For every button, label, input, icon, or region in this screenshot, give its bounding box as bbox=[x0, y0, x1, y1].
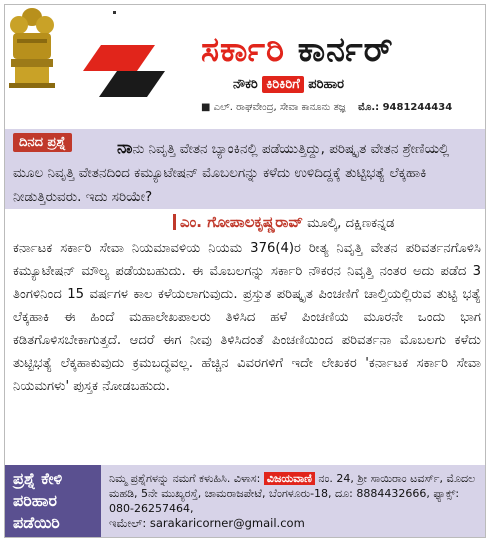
asker-line bbox=[173, 213, 394, 231]
newspaper-brand: ವಿಜಯವಾಣಿ bbox=[264, 472, 315, 485]
address-pre: ನಿಮ್ಮ ಪ್ರಶ್ನೆಗಳನ್ನು ನಮಗೆ ಕಳುಹಿಸಿ. ವಿಳಾಸ: bbox=[109, 472, 261, 485]
answer-text: ಕರ್ನಾಟಕ ಸರ್ಕಾರಿ ಸೇವಾ ನಿಯಮಾವಳಿಯ ನಿಯಮ 376(4)ರ ರೀತ್ಯ ನಿವೃತ್ತಿ ವೇತನ ಪರಿವರ್ತನಗೊಳಿಸಿ ಕಮ್ಯೂಟೇಷನ್ ಮೌಲ್ಯ ಪಡೆಯಬಹುದು. ಈ ಮೊಬಲಗನ್ನು ಸರ್ಕಾರಿ ನೌಕರನ ನಿವೃತ್ತಿ ನಂತರ ಅದು ಪಡೆದ 3 ತಿಂಗಳಿನಿಂದ 15 ವರ್ಷಗಳ ಕಾಲ ಕಳೆಯಲಾಗುವುದು. ಪ್ರಸ್ತುತ ಪರಿಷ್ಕೃತ ಪಿಂಚಣಿಗೆ ಚಾಲ್ತಿಯಲ್ಲಿರುವ ತುಟ್ಟಿ ಭತ್ಯೆ ಲೆಕ್ಕಹಾಕಿ ಈ ಹಿಂದೆ ಮಹಾಲೇಖಪಾಲರು ತಿಳಿಸಿದ ಹಳೆ ಪಿಂಚಣಿಯ ಮೂರನೇ ಒಂದು ಭಾಗ ಕಡಿತಗೊಳಿಸಬೇಕಾಗುತ್ತದೆ. ಆದರೆ ಈಗ ನೀವು ತಿಳಿಸಿದಂತೆ ಪಿಂಚಣಿಯಿಂದ ಪರಿವರ್ತನಾ ಮೊಬಲಗು ಕಳೆದು ತುಟ್ಟಿಭತ್ಯೆ ಲೆಕ್ಕಹಾಕುವುದು ಕ್ರಮಬದ್ಧವಲ್ಲ. ಹೆಚ್ಚಿನ ವಿವರಗಳಿಗೆ ಇದೇ ಲೇಖಕರ 'ಕರ್ನಾಟಕ ಸರ್ಕಾರಿ ಸೇವಾ ನಿಯಮಗಳು' ಪುಸ್ತಕ ನೋಡಬಹುದು. bbox=[13, 241, 481, 394]
ask-question-badge bbox=[5, 465, 101, 537]
question-box bbox=[5, 129, 485, 209]
tagline-suffix: ಪರಿಹಾರ bbox=[308, 77, 344, 92]
question-body: ನು ನಿವೃತ್ತಿ ವೇತನ ಬ್ಯಾಂಕಿನಲ್ಲಿ ಪಡೆಯುತ್ತಿದ್ದು, ಪರಿಷ್ಕೃತ ವೇತನ ಶ್ರೇಣಿಯಲ್ಲಿ ಮೂಲ ನಿವೃತ್ತಿ ವೇತನದಿಂದ ಕಮ್ಯೂಟೇಷನ್ ಮೊಬಲಗನ್ನು ಕಳೆದು ಉಳಿದಿದ್ದಕ್ಕೆ ತುಟ್ಟಿಭತ್ಯೆ ಲೆಕ್ಕಹಾಕಿ ನೀಡುತ್ತಿರುವರು. ಇದು ಸರಿಯೇ? bbox=[13, 141, 450, 205]
contact-email: ಇಮೇಲ್: sarakaricorner@gmail.com bbox=[109, 516, 305, 530]
asker-name: ಎಂ. ಗೋಪಾಲಕೃಷ್ಣರಾವ್ bbox=[180, 213, 303, 231]
tagline-prefix: ನೌಕರಿ bbox=[233, 77, 258, 92]
asker-place: ಮೂಲ್ಕಿ, ದಕ್ಷಿಣಕನ್ನಡ bbox=[307, 216, 395, 231]
contact-address bbox=[109, 471, 481, 516]
question-label: ದಿನದ ಪ್ರಶ್ನೆ bbox=[13, 133, 72, 152]
column-header bbox=[5, 5, 485, 127]
column-title bbox=[201, 30, 394, 70]
asker-bar bbox=[173, 214, 176, 230]
address-post: ನಂ. 24, ಶ್ರೀ ಸಾಯಿರಾಂ ಟವರ್ಸ್, ಮೊದಲ ಮಹಡಿ, 5ನೇ ಮುಖ್ಯರಸ್ತೆ, ಚಾಮರಾಜಪೇಟೆ, ಬೆಂಗಳೂರು-18, ದೂ: 8884432666, ಫ್ಯಾಕ್ಸ್: 080-26257464, bbox=[109, 472, 476, 515]
column-tagline bbox=[233, 77, 344, 92]
national-emblem-icon bbox=[5, 5, 59, 89]
title-part2: ಕಾರ್ನರ್ bbox=[297, 30, 394, 70]
contact-info bbox=[101, 465, 485, 537]
footer-box bbox=[5, 465, 485, 537]
badge-line3: ಪಡೆಯಿರಿ bbox=[13, 513, 60, 532]
author-name: ■ ಎಲ್. ರಾಘವೇಂದ್ರ, ಸೇವಾ ಕಾನೂನು ತಜ್ಞ bbox=[201, 102, 346, 113]
question-text bbox=[13, 136, 479, 209]
tagline-highlight: ಕಿರಿಕಿರಿಗೆ bbox=[262, 76, 303, 93]
badge-line1: ಪ್ರಶ್ನೆ ಕೇಳಿ bbox=[13, 469, 63, 488]
dot-mark bbox=[113, 11, 116, 14]
badge-line2: ಪರಿಹಾರ bbox=[13, 491, 57, 510]
newspaper-column bbox=[4, 4, 486, 538]
title-part1: ಸರ್ಕಾರಿ bbox=[201, 30, 285, 70]
question-lead: ನಾ bbox=[117, 138, 133, 158]
author-mobile: ಮೊ.: 9481244434 bbox=[358, 102, 453, 113]
red-stripe bbox=[83, 45, 155, 71]
author-byline bbox=[201, 102, 452, 113]
black-stripe bbox=[99, 71, 165, 97]
